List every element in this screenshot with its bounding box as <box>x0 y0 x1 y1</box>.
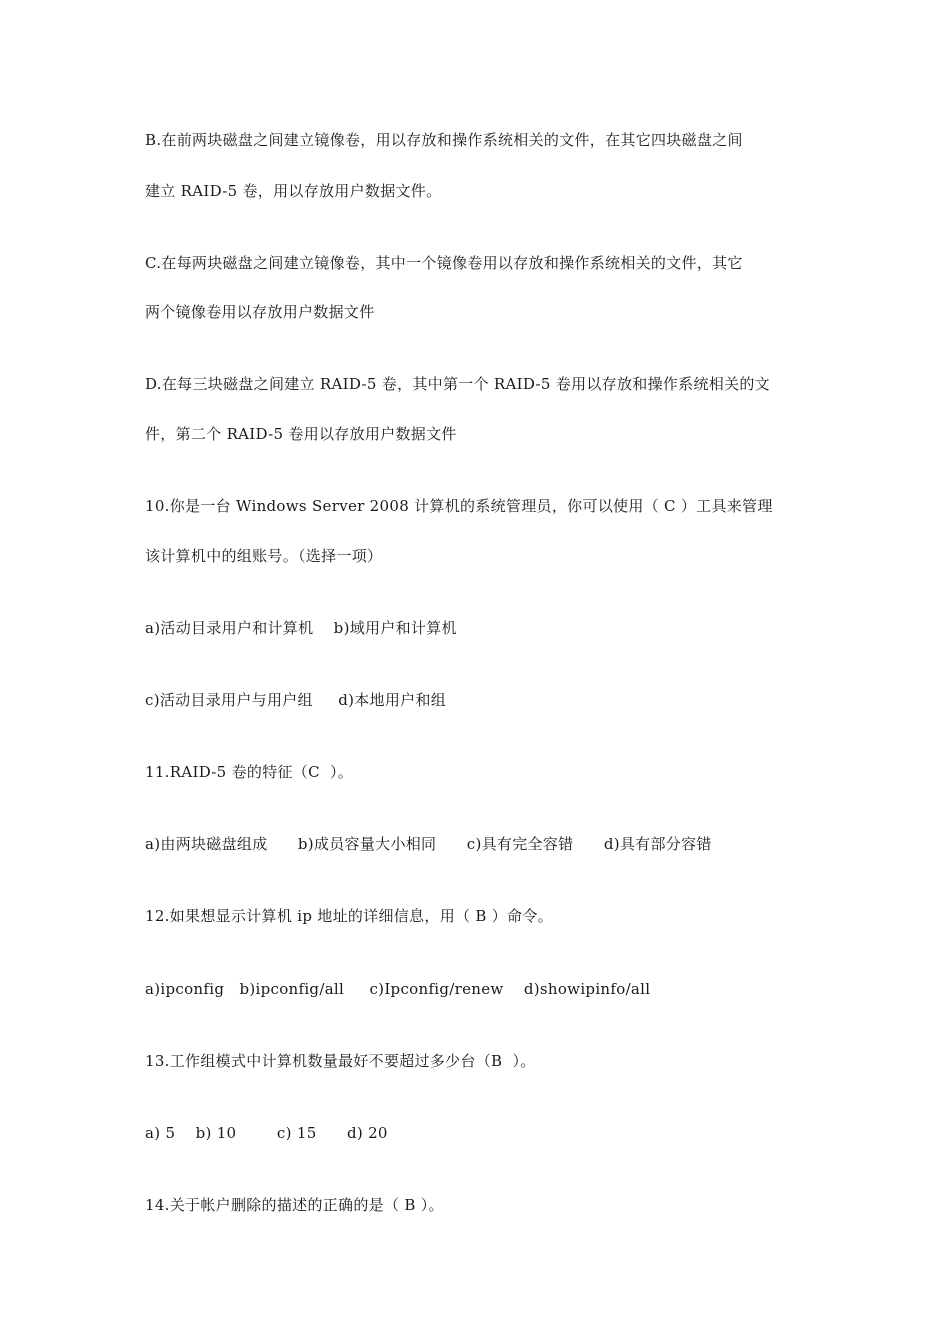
option-c-line-1: C.在每两块磁盘之间建立镜像卷，其中一个镜像卷用以存放和操作系统相关的文件，其它 <box>145 254 743 272</box>
option-b-line-2: 建立 RAID-5 卷，用以存放用户数据文件。 <box>145 182 442 200</box>
option-b-line-1: B.在前两块磁盘之间建立镜像卷，用以存放和操作系统相关的文件，在其它四块磁盘之间 <box>145 131 743 149</box>
option-d-line-2: 件，第二个 RAID-5 卷用以存放用户数据文件 <box>145 425 457 443</box>
option-c-line-2: 两个镜像卷用以存放用户数据文件 <box>145 303 375 321</box>
question-14: 14.关于帐户删除的描述的正确的是（ B ）。 <box>145 1196 444 1214</box>
question-10-options-1: a)活动目录用户和计算机 b)域用户和计算机 <box>145 619 457 637</box>
question-13-options: a) 5 b) 10 c) 15 d) 20 <box>145 1124 388 1142</box>
question-11: 11.RAID-5 卷的特征（C ）。 <box>145 763 354 781</box>
question-10-options-2: c)活动目录用户与用户组 d)本地用户和组 <box>145 691 447 709</box>
question-12: 12.如果想显示计算机 ip 地址的详细信息，用（ B ）命令。 <box>145 907 553 925</box>
question-13: 13.工作组模式中计算机数量最好不要超过多少台（B ）。 <box>145 1052 536 1070</box>
question-10-line-2: 该计算机中的组账号。（选择一项） <box>145 547 383 565</box>
question-12-options: a)ipconfig b)ipconfig/all c)Ipconfig/renew d)showipinfo/all <box>145 980 651 998</box>
option-d-line-1: D.在每三块磁盘之间建立 RAID-5 卷，其中第一个 RAID-5 卷用以存放和操作系统相关的文 <box>145 375 770 393</box>
question-11-options: a)由两块磁盘组成 b)成员容量大小相同 c)具有完全容错 d)具有部分容错 <box>145 835 712 853</box>
question-10-line-1: 10.你是一台 Windows Server 2008 计算机的系统管理员，你可以使用（ C ）工具来管理 <box>145 497 773 515</box>
